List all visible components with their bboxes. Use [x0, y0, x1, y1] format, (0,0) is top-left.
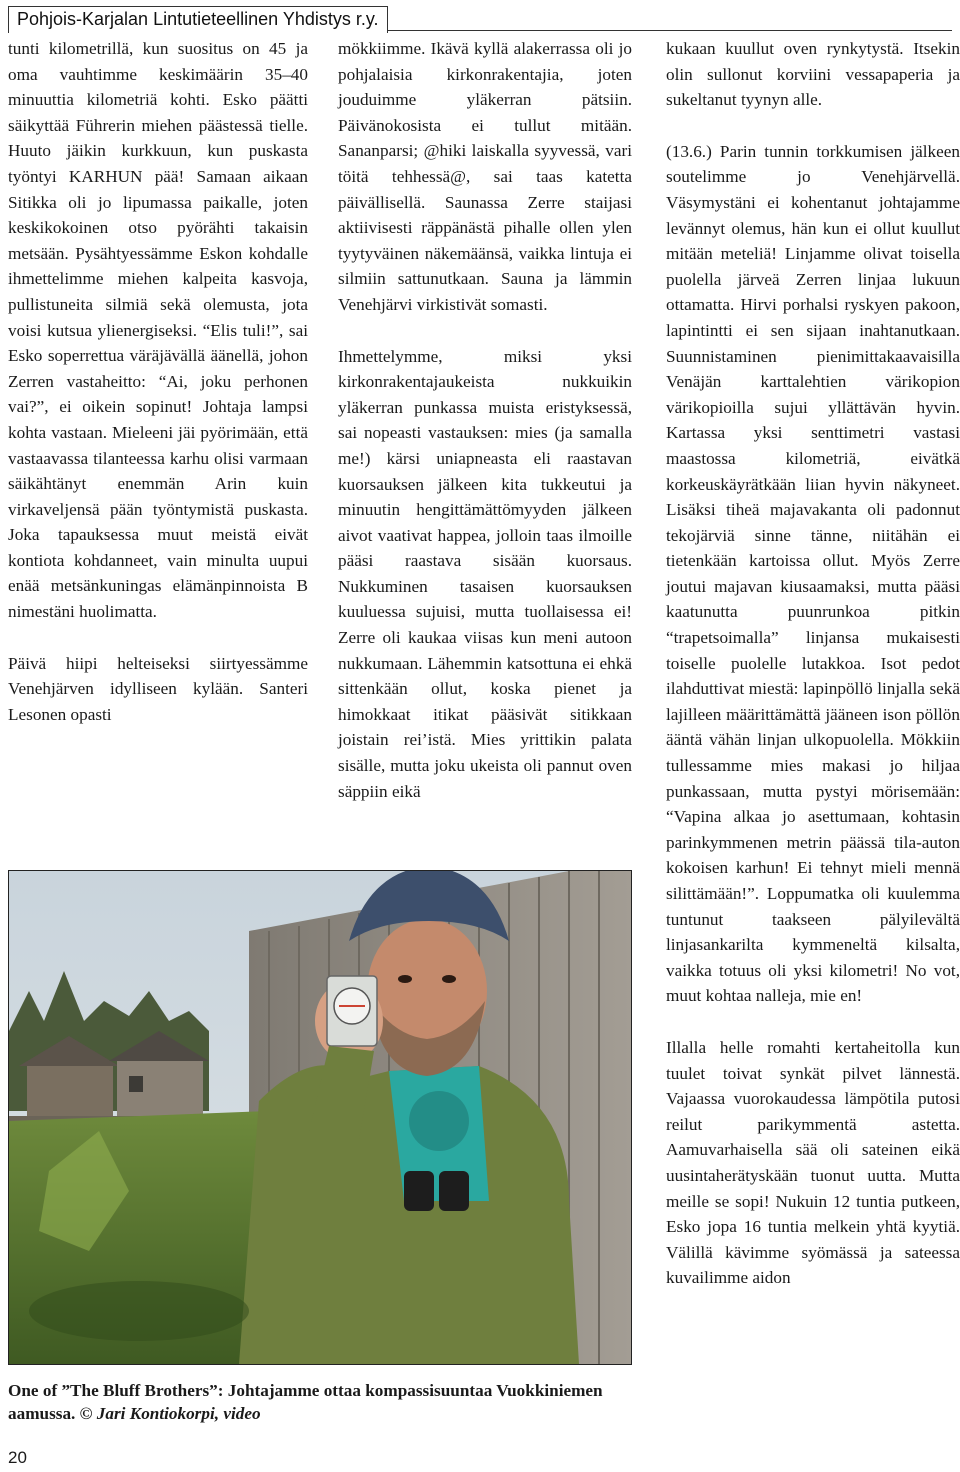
photo-caption — [8, 1379, 630, 1425]
paragraph: kukaan kuullut oven rynkytystä. Itsekin olin sullonut korviini vessapaperia ja sukeltanut tyynyn alle. — [666, 39, 960, 110]
page-header — [8, 2, 952, 31]
caption-credit: © Jari Kontiokorpi, video — [79, 1404, 261, 1423]
paragraph: (13.6.) Parin tunnin torkkumisen jälkeen soutelimme jo Venehjärvellä. Väsymystäni ei kohentanut johtajamme levännyt olemus, hän kun ei ollut kuullut mitään meteliä! Linjamme olivat toisella puolella järveä Zerren linjaa lukuun ottamatta. Hirvi porhalsi ryskyen pakoon, lapintintti ei sen sijaan inahtanutkaan. Suunnistaminen pienimittakaavaisilla Venäjän karttalehtien värikopion värikopioilla sujui yllättävän hyvin. Kartassa yksi senttimetri vastasi maastossa kilometriä, eivätkä korkeuskäyrätkään liian hyvin näkyneet. Lisäksi tiheä majavakanta oli padonnut tekojärviä sinne tänne, niitähän ei tietenkään kartoissa ollut. Myös Zerre joutui majavan kiusaamaksi, mutta pääsi kaatunutta puunrunkoa pitkin “trapetsoimalla” linjansa mukaisesti toiselle puolelle lutakkoa. Isot pedot ilahduttivat miestä: lapinpöllö linjalla sekä lajilleen määrittämättä jääneen ison pöllön ääntä vähän linjan ulkopuolella. Mökkiin tullessamme mies makasi jo hiljaa punkassaan, mutta pystyi mörisemään: “Vapina alkaa jo asettumaan, kohtasin parinkymmenen metrin päässä tila-auton kokoisen karhun! Ei tehnyt mieli mennä silittämään!”. Loppumatka oli kuulemma tuntunut taakseen pälyilevältä linjasankarilta kymmeneltä kilsalta, vaikka totuus oli yksi kilometri! No vot, muut kohtaa nalleja, mie en! — [666, 141, 960, 1006]
paragraph: tunti kilometrillä, kun suositus on 45 ja oma vauhtimme keskimäärin 35–40 minuuttia kilometriä kohti. Esko päätti säikyttää Führerin miehen päästessä tielle. Huuto jäikin kurkkuun, kun puskasta työntyi KARHUN pää! Samaan aikaan Sitikka oli jo lipumassa paikalle, joten keskikokoinen otso pyörähti takaisin metsään. Pysähtyessämme Eskon kohdalle ihmettelimme miehen kalpeita kasvoja, pullistuneita silmiä sekä olemusta, jota voisi kutsua ylienergiseksi. “Elis tuli!”, sai Esko soperrettua väräjävällä äänellä, johon Zerren vastaheitto: “Ai, joku perhonen vai?”, ei oikein sopinut! Johtaja lampsi kohta vastaan. Mieleeni jäi pyörimään, että vastaavassa tilanteessa karhu olisi varmaan säikähtänyt enemmän Arin kuin virkaveljensä pään työntymistä puskasta. Joka tapauksessa muut meistä eivät kontiota kohdanneet, vain minulta uupui enää metsänkuningas elämänpinnoista B nimestäni huolimatta. — [8, 39, 308, 622]
page-number: 20 — [8, 1448, 27, 1467]
text-column-2 — [338, 36, 632, 804]
text-column-3 — [666, 36, 960, 1291]
text-column-1 — [8, 36, 308, 727]
paragraph: Illalla helle romahti kertaheitolla kun tuulet toivat synkät pilvet lännestä. Vajaassa vuorokaudessa lämpötila putosi reilut parikymmentä astetta. Aamuvarhaisella sää oli sateinen eikä uusintaherätyskään tuonut uutta. Mutta meille se sopi! Nukuin 12 tuntia putkeen, Esko jopa 16 tuntia melkein yhtä kyytiä. Välillä kävimme syömässä ja sateessa kuvailimme aidon — [666, 1037, 960, 1288]
header-title: Pohjois-Karjalan Lintutieteellinen Yhdistys r.y. — [8, 6, 388, 33]
photo-man-with-compass — [8, 870, 632, 1365]
paragraph: Ihmettelymme, miksi yksi kirkonrakentajaukeista nukkuikin yläkerran punkassa muista eristyksessä, sai nopeasti vastauksen: mies (ja samalla me!) kärsi uniapneasta eli raastavan kuorsauksen jälkeen kita tukkeutui ja minuutin hengittämättömyyden jälkeen aivot vaativat happea, jolloin taas ilmoille pääsi raastava sisään kuorsaus. Nukkuminen tasaisen kuorsauksen kuuluessa sujuisi, mutta tuollaisessa ei! Zerre oli kaukaa viisas kun meni autoon nukkumaan. Lähemmin katsottuna ei ehkä sittenkään ollut, koska pienet ja himokkaat itikat pääsivät sitikkaan joistain rei’istä. Mies yrittikin palata sisälle, mutta joku ukeista oli pannut oven säppiin eikä — [338, 346, 632, 801]
caption-text: One of ”The Bluff Brothers”: Johtajamme ottaa kompassisuuntaa Vuokkiniemen aamussa. — [8, 1381, 603, 1423]
paragraph: mökkiimme. Ikävä kyllä alakerrassa oli jo pohjalaisia kirkonrakentajia, joten jouduimme yläkerran pätsiin. Päivänokosista ei tullut mitään. Sananparsi; @hiki laiskalla syyvessä, vari töitä tehhessä@, sai taas katetta päivällisellä. Saunassa Zerre staijasi aktiivisesti räppänästä pihalle ollen ylen tyytyväinen näkemäänsä, vaikka lintuja ei silmiin sattunutkaan. Sauna ja lämmin Venehjärvi virkistivät somasti. — [338, 39, 632, 314]
paragraph: Päivä hiipi helteiseksi siirtyessämme Venehjärven idylliseen kylään. Santeri Lesonen opasti — [8, 653, 308, 724]
